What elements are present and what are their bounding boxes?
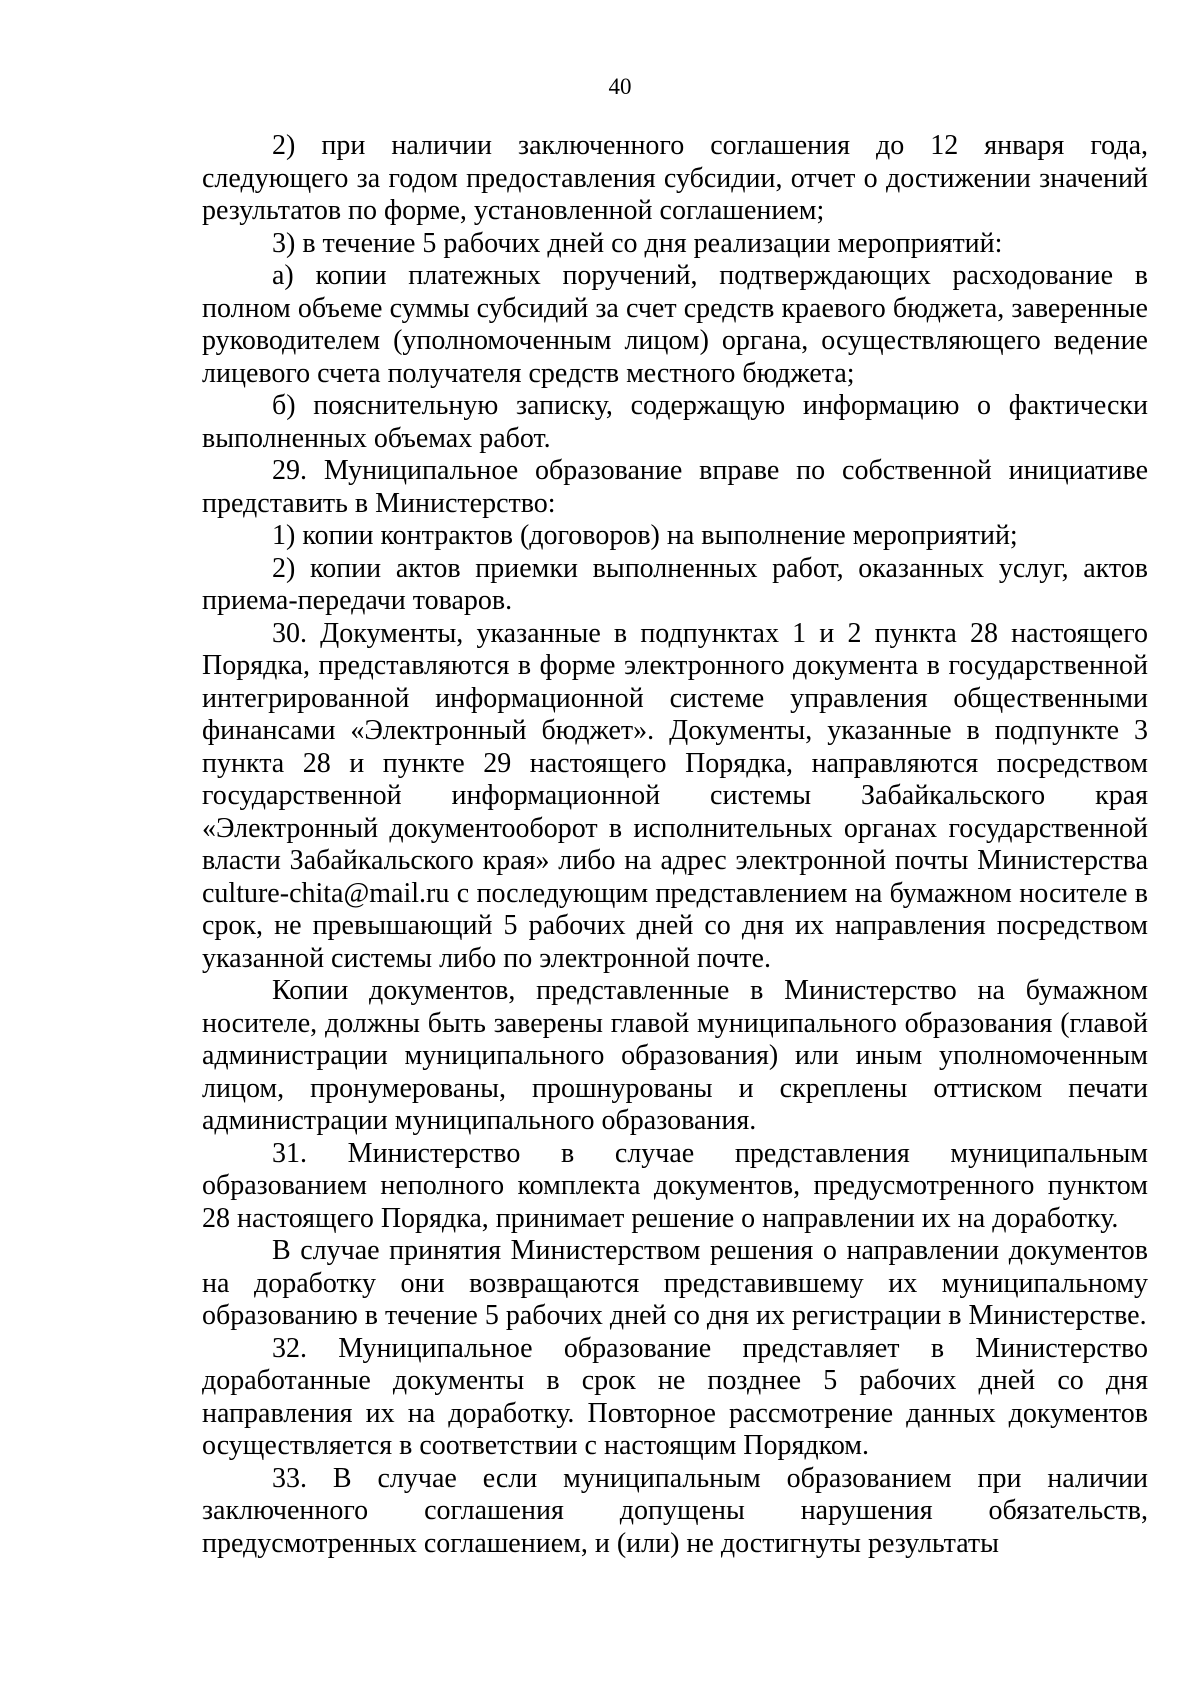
paragraph: 30. Документы, указанные в подпунктах 1 и 2 пункта 28 настоящего Порядка, представляются в форме электронного документа в государственной интегрированной информационной системе управления общественными финансами «Электронный бюджет». Документы, указанные в подпункте 3 пункта 28 и пункте 29 настоящего Порядка, направляются посредством государственной информационной системы Забайкальского края «Электронный документооборот в исполнительных органах государственной власти Забайкальского края» либо на адрес электронной почты Министерства culture-chita@mail.ru с последующим представлением на бумажном носителе в срок, не превышающий 5 рабочих дней со дня их направления посредством указанной системы либо по электронной почте.	[202, 617, 1148, 974]
document-body	[202, 130, 1148, 1560]
page-number: 40	[608, 74, 632, 99]
paragraph: 2) копии актов приемки выполненных работ, оказанных услуг, актов приема-передачи товаров.	[202, 552, 1148, 616]
paragraph: 2) при наличии заключенного соглашения до 12 января года, следующего за годом предоставления субсидии, отчет о достижении значений результатов по форме, установленной соглашением;	[202, 130, 1148, 226]
paragraph: В случае принятия Министерством решения о направлении документов на доработку они возвращаются представившему их муниципальному образованию в течение 5 рабочих дней со дня их регистрации в Министерстве.	[202, 1235, 1148, 1331]
paragraph: а) копии платежных поручений, подтверждающих расходование в полном объеме суммы субсидий за счет средств краевого бюджета, заверенные руководителем (уполномоченным лицом) органа, осуществляющего ведение лицевого счета получателя средств местного бюджета;	[202, 260, 1148, 389]
paragraph: 33. В случае если муниципальным образованием при наличии заключенного соглашения допущены нарушения обязательств, предусмотренных соглашением, и (или) не достигнуты результаты	[202, 1462, 1148, 1559]
paragraph: 31. Министерство в случае представления муниципальным образованием неполного комплекта документов, предусмотренного пунктом 28 настоящего Порядка, принимает решение о направлении их на доработку.	[202, 1137, 1148, 1234]
paragraph: б) пояснительную записку, содержащую информацию о фактически выполненных объемах работ.	[202, 390, 1148, 454]
paragraph: Копии документов, представленные в Министерство на бумажном носителе, должны быть заверены главой муниципального образования (главой администрации муниципального образования) или иным уполномоченным лицом, пронумерованы, прошнурованы и скреплены оттиском печати администрации муниципального образования.	[202, 975, 1148, 1136]
paragraph: 1) копии контрактов (договоров) на выполнение мероприятий;	[272, 520, 1018, 551]
paragraph: 3) в течение 5 рабочих дней со дня реализации мероприятий:	[272, 227, 1003, 259]
paragraph: 32. Муниципальное образование представляет в Министерство доработанные документы в срок не позднее 5 рабочих дней со дня направления их на доработку. Повторное рассмотрение данных документов осуществляется в соответствии с настоящим Порядком.	[202, 1332, 1148, 1461]
paragraph: 29. Муниципальное образование вправе по собственной инициативе представить в Министерство:	[202, 455, 1148, 519]
